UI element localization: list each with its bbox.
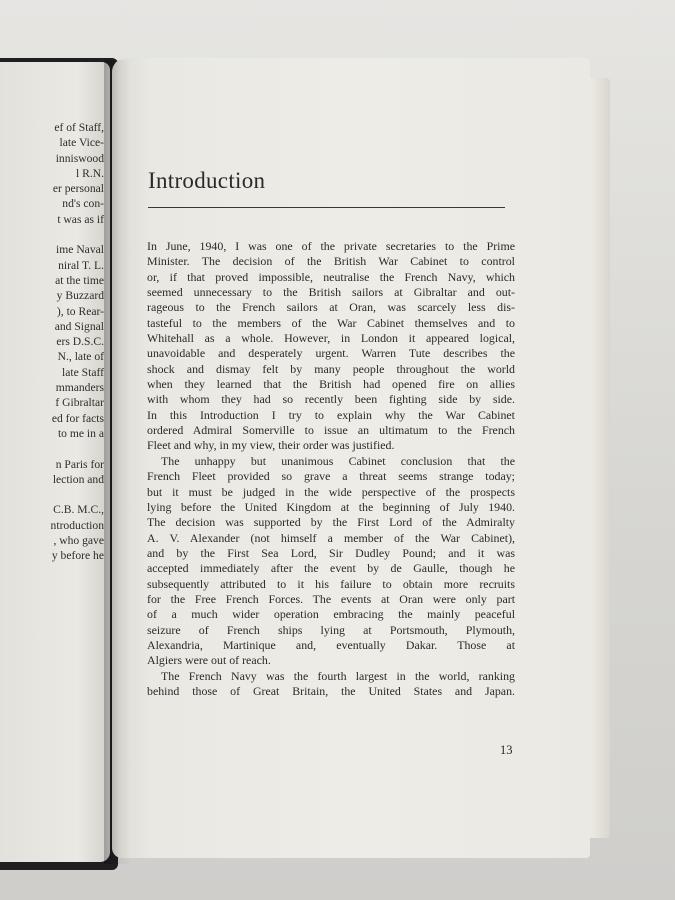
spine-shadow [104,60,130,864]
left-text-line: ers D.S.C. [56,335,104,349]
left-text-line: C.B. M.C., [53,503,104,517]
left-text-line: y Buzzard [56,289,104,303]
body-text-line: Minister. The decision of the British War Cabinet to control [147,254,515,269]
body-text-line: but it must be judged in the wide perspective of the prospects [147,484,515,499]
left-text-line: late Staff [62,365,104,379]
left-text-line: t was as if [57,212,104,226]
left-text-line: lection and [52,472,104,486]
left-text-line: late Vice- [59,136,104,150]
left-text-line: mmanders [55,381,104,395]
left-text-line: and Signal [54,319,104,333]
body-text-line: rageous to the French sailors at Oran, was scarcely less dis- [147,300,515,315]
left-text-line: er personal [52,182,104,196]
left-text-line: l R.N. [75,166,104,180]
body-text-line: seizure of French ships lying at Portsmouth, Plymouth, [147,622,515,637]
body-text-line: A. V. Alexander (not himself a member of the War Cabinet), [147,530,515,545]
body-text-line: Alexandria, Martinique and, eventually Dakar. Those at [147,637,515,652]
body-text-line: unavoidable and desperately urgent. Warren Tute describes the [147,346,515,361]
body-text-line: of a much wider operation embracing the mainly peaceful [147,607,515,622]
left-text-line: f Gibraltar [55,396,104,410]
body-text-line: seemed unnecessary to the British sailors at Gibraltar and out- [147,285,515,300]
body-text-line: subsequently attributed to it his failure to obtain more recruits [147,576,515,591]
body-text-line: Fleet and why, in my view, their order was justified. [147,438,395,453]
body-text-line: In June, 1940, I was one of the private secretaries to the Prime [147,239,515,253]
page-number: 13 [500,743,513,757]
body-text-line: behind those of Great Britain, the United States and Japan. [147,683,515,698]
left-text-line: ), to Rear- [56,304,104,318]
left-text-line: , who gave [53,534,104,548]
left-page-text [0,120,104,564]
left-text-line: at the time [55,273,104,287]
body-text-line: tasteful to the members of the War Cabinet themselves and to [147,315,515,330]
left-text-line: N., late of [57,350,104,364]
left-text-line: ime Naval [56,243,104,257]
body-text-line: In this Introduction I try to explain why the War Cabinet [147,407,515,422]
body-text-line: lying before the United Kingdom at the beginning of July 1940. [147,499,515,514]
body-text-line: ordered Admiral Somerville to issue an ultimatum to the French [147,423,515,438]
left-text-line [0,227,104,242]
left-text-line: niral T. L. [58,258,104,272]
left-text-line: ntroduction [50,518,104,532]
body-text-line: The unhappy but unanimous Cabinet conclusion that the [161,453,515,468]
body-text-line: and by the First Sea Lord, Sir Dudley Pound; and it was [147,545,515,560]
body-text-line: Whitehall as a whole. However, in London it appeared logical, [147,331,515,346]
chapter-title: Introduction [148,168,266,193]
left-text-line [0,487,104,502]
left-text-line: inniswood [55,151,104,165]
left-text-line: nd's con- [62,197,104,211]
body-text-line: for the Free French Forces. The events at Oran were only part [147,591,515,606]
left-text-line: ed for facts [51,411,104,425]
body-text-line: shock and dismay felt by many people throughout the world [147,361,515,376]
body-text-line: The French Navy was the fourth largest in the world, ranking [161,668,515,683]
body-text-line: French Fleet provided so grave a threat seems strange today; [147,469,515,484]
left-text-line: n Paris for [55,457,104,471]
left-text-line: to me in a [57,426,104,440]
left-page [0,62,110,862]
body-text-line: accepted immediately after the event by de Gaulle, though he [147,561,515,576]
body-text-line: when they learned that the British had opened fire on allies [147,377,515,392]
body-text-line: Algiers were out of reach. [147,653,271,668]
title-rule [148,207,505,208]
left-text-line: ef of Staff, [54,121,104,134]
left-text-line: y before he [51,549,104,563]
body-text [147,239,515,699]
body-text-line: The decision was supported by the First Lord of the Admiralty [147,515,515,530]
body-text-line: with whom they had so recently been fighting side by side. [147,392,515,407]
left-text-line [0,441,104,456]
body-text-line: or, if that proved impossible, neutralise the French Navy, which [147,269,515,284]
